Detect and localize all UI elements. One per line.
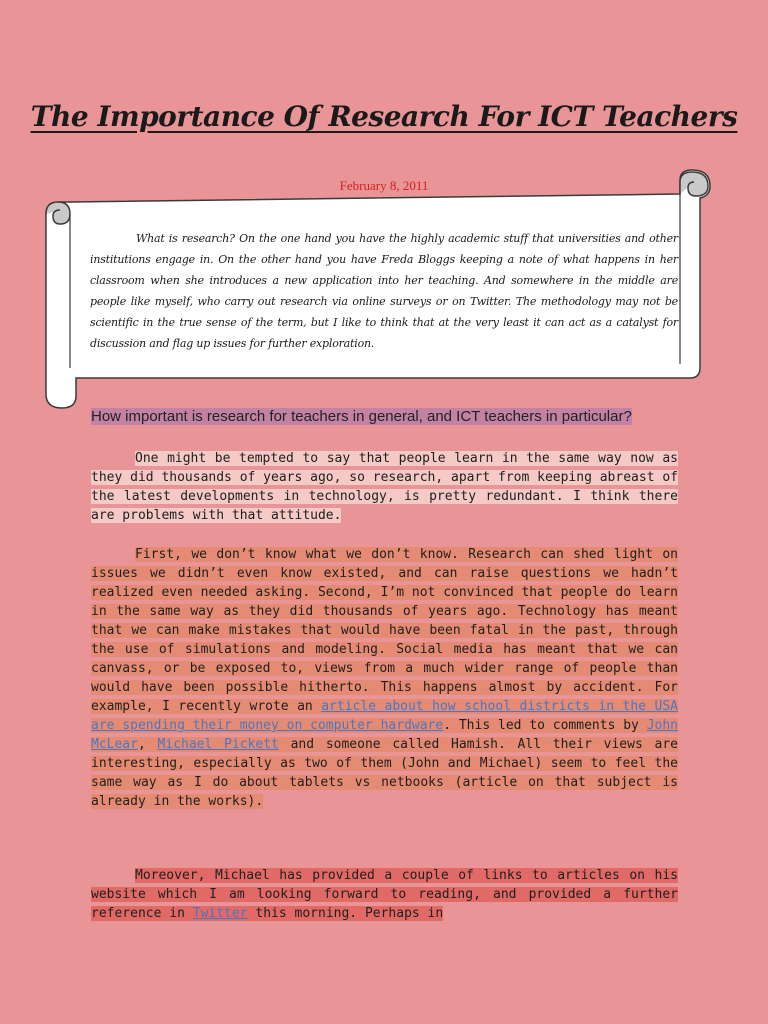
paragraph-3-text-a: Moreover, Michael has provided a couple of links to articles on his website which I am looking forward to reading, and provided a further reference in bbox=[91, 868, 678, 921]
paragraph-1 bbox=[91, 449, 678, 525]
paragraph-3-text-b: this morning. Perhaps in bbox=[247, 906, 444, 921]
paragraph-3 bbox=[91, 866, 678, 923]
paragraph-1-text: One might be tempted to say that people learn in the same way now as they did thousands of years ago, so research, apart from keeping abreast of the latest developments in technology, is pretty redundant. I think there are problems with that attitude. bbox=[91, 451, 678, 523]
john-mclear-link[interactable]: John McLear bbox=[91, 718, 679, 752]
article-link[interactable]: article about how school districts in the USA are spending their money on computer hardware bbox=[91, 699, 678, 733]
michael-pickett-link[interactable]: Michael Pickett bbox=[157, 737, 279, 752]
question-text: How important is research for teachers in general, and ICT teachers in particular? bbox=[91, 408, 632, 425]
paragraph-2-text-b: . This led to comments by bbox=[443, 718, 647, 733]
post-date: February 8, 2011 bbox=[339, 178, 429, 193]
paragraph-2 bbox=[91, 545, 678, 811]
paragraph-2-text-c: , bbox=[137, 737, 158, 752]
twitter-link[interactable]: Twitter bbox=[192, 906, 248, 921]
section-question bbox=[91, 406, 678, 427]
paragraph-2-text-d: and someone called Hamish. All their views are interesting, especially as two of them (John and Michael) seem to feel the same way as I do about tablets vs netbooks (article on that subject is already in the works). bbox=[91, 737, 678, 809]
intro-text: What is research? On the one hand you have the highly academic stuff that universities and other institutions engage in. On the other hand you have Freda Bloggs keeping a note of what happens in her classroom when she introduces a new application into her teaching. And somewhere in the middle are people like myself, who carry out research via online surveys or on Twitter. The methodology may not be scientific in the true sense of the term, but I like to think that at the very least it can act as a catalyst for discussion and flag up issues for further exploration. bbox=[90, 232, 678, 350]
paragraph-2-text-a: First, we don’t know what we don’t know. Research can shed light on issues we didn’t even know existed, and can raise questions we hadn’t realized even needed asking. Second, I’m not convinced that people do learn in the same way as they did thousands of years ago. Technology has meant that we can make mistakes that would have been fatal in the past, through the use of simulations and modeling. Social media has meant that we can canvass, or be exposed to, views from a much wider range of people than would have been possible hitherto. This happens almost by accident. For example, I recently wrote an bbox=[91, 547, 678, 714]
page-title: The Importance Of Research For ICT Teachers bbox=[30, 100, 738, 133]
